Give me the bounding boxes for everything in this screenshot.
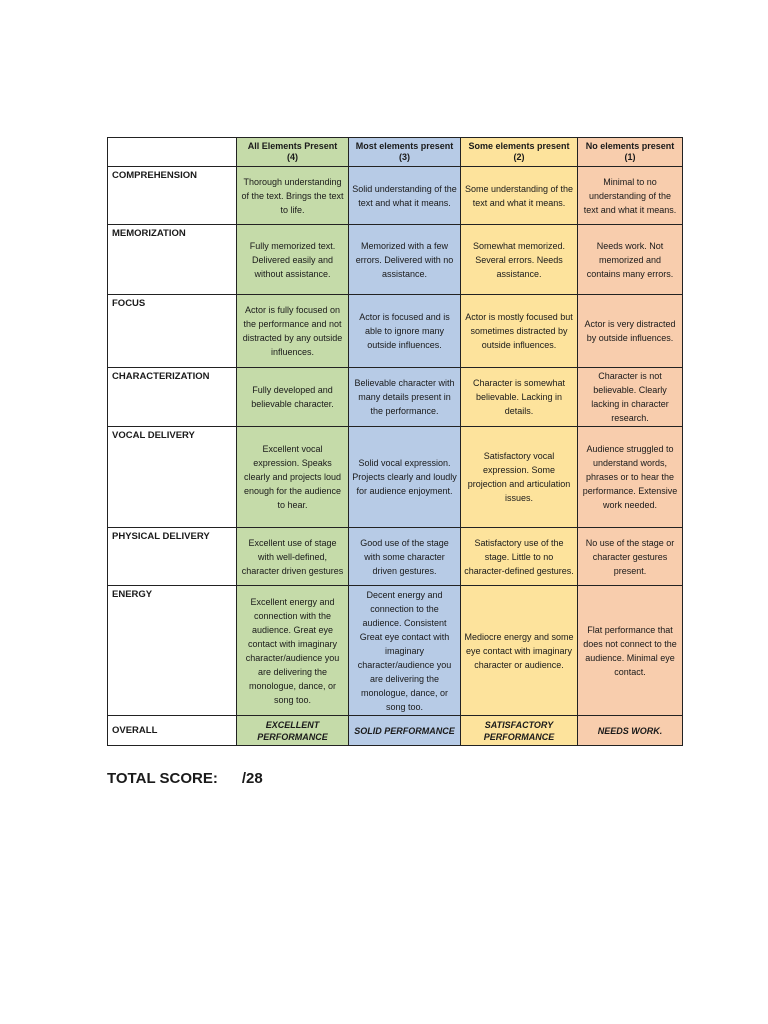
header-level-1-points: (1) <box>624 152 636 162</box>
level-3-cell: Memorized with a few errors. Delivered with no assistance. <box>349 225 461 295</box>
level-1-cell: No use of the stage or character gestures present. <box>578 528 683 586</box>
level-3-cell: Solid vocal expression. Projects clearly and loudly for audience enjoyment. <box>349 427 461 528</box>
header-level-1 <box>578 138 683 167</box>
overall-level-3: SOLID PERFORMANCE <box>349 716 461 746</box>
level-3-cell: Actor is focused and is able to ignore many outside influences. <box>349 295 461 368</box>
level-3-cell: Decent energy and connection to the audience. Consistent Great eye contact with imaginary character/audience you are delivering the monologue, dance, or song too. <box>349 586 461 716</box>
header-level-4-points: (4) <box>287 152 298 162</box>
level-2-cell: Character is somewhat believable. Lacking in details. <box>461 368 578 427</box>
overall-level-2: SATISFACTORY PERFORMANCE <box>461 716 578 746</box>
total-score-label: TOTAL SCORE: <box>107 770 218 787</box>
level-4-cell: Actor is fully focused on the performance and not distracted by any outside influences. <box>237 295 349 368</box>
criterion-label: FOCUS <box>108 295 237 368</box>
criterion-label: PHYSICAL DELIVERY <box>108 528 237 586</box>
level-2-cell: Some understanding of the text and what it means. <box>461 167 578 225</box>
criterion-label: OVERALL <box>108 716 237 746</box>
level-1-cell: Actor is very distracted by outside influences. <box>578 295 683 368</box>
rubric-row-physical-delivery <box>108 528 683 586</box>
rubric-row-memorization <box>108 225 683 295</box>
level-3-cell: Solid understanding of the text and what it means. <box>349 167 461 225</box>
rubric-row-comprehension <box>108 167 683 225</box>
criterion-label: CHARACTERIZATION <box>108 368 237 427</box>
header-level-3-points: (3) <box>399 152 410 162</box>
total-score-value: /28 <box>241 770 263 787</box>
header-level-2 <box>461 138 578 167</box>
level-4-cell: Excellent vocal expression. Speaks clearly and projects loud enough for the audience to hear. <box>237 427 349 528</box>
level-1-cell: Minimal to no understanding of the text and what it means. <box>578 167 683 225</box>
header-row <box>108 138 683 167</box>
rubric-row-focus <box>108 295 683 368</box>
header-level-3 <box>349 138 461 167</box>
header-corner-cell <box>108 138 237 167</box>
level-4-cell: Excellent use of stage with well-defined, character driven gestures <box>237 528 349 586</box>
rubric-row-overall <box>108 716 683 746</box>
header-level-2-title: Some elements present <box>468 141 570 151</box>
header-level-3-title: Most elements present <box>355 141 454 151</box>
level-2-cell: Actor is mostly focused but sometimes distracted by outside influences. <box>461 295 578 368</box>
rubric-table <box>107 137 683 746</box>
level-1-cell: Flat performance that does not connect to the audience. Minimal eye contact. <box>578 586 683 716</box>
total-score <box>107 770 263 787</box>
level-1-cell: Character is not believable. Clearly lacking in character research. <box>578 368 683 427</box>
level-3-cell: Believable character with many details present in the performance. <box>349 368 461 427</box>
level-2-cell: Somewhat memorized. Several errors. Needs assistance. <box>461 225 578 295</box>
rubric-row-characterization <box>108 368 683 427</box>
level-3-cell: Good use of the stage with some character driven gestures. <box>349 528 461 586</box>
criterion-label: COMPREHENSION <box>108 167 237 225</box>
criterion-label: MEMORIZATION <box>108 225 237 295</box>
header-level-4-title: All Elements Present <box>247 141 338 151</box>
level-2-cell: Satisfactory use of the stage. Little to no character-defined gestures. <box>461 528 578 586</box>
level-4-cell: Fully developed and believable character. <box>237 368 349 427</box>
rubric-row-energy <box>108 586 683 716</box>
level-1-cell: Audience struggled to understand words, phrases or to hear the performance. Extensive work needed. <box>578 427 683 528</box>
overall-level-1: NEEDS WORK. <box>578 716 683 746</box>
rubric-row-vocal-delivery <box>108 427 683 528</box>
overall-level-4: EXCELLENT PERFORMANCE <box>237 716 349 746</box>
header-level-1-title: No elements present <box>585 141 675 151</box>
level-4-cell: Thorough understanding of the text. Brings the text to life. <box>237 167 349 225</box>
level-2-cell: Mediocre energy and some eye contact with imaginary character or audience. <box>461 586 578 716</box>
criterion-label: VOCAL DELIVERY <box>108 427 237 528</box>
criterion-label: ENERGY <box>108 586 237 716</box>
level-2-cell: Satisfactory vocal expression. Some projection and articulation issues. <box>461 427 578 528</box>
level-4-cell: Excellent energy and connection with the audience. Great eye contact with imaginary character/audience you are delivering the monologue, dance, or song too. <box>237 586 349 716</box>
header-level-4 <box>237 138 349 167</box>
level-1-cell: Needs work. Not memorized and contains many errors. <box>578 225 683 295</box>
header-level-2-points: (2) <box>513 152 525 162</box>
level-4-cell: Fully memorized text. Delivered easily and without assistance. <box>237 225 349 295</box>
